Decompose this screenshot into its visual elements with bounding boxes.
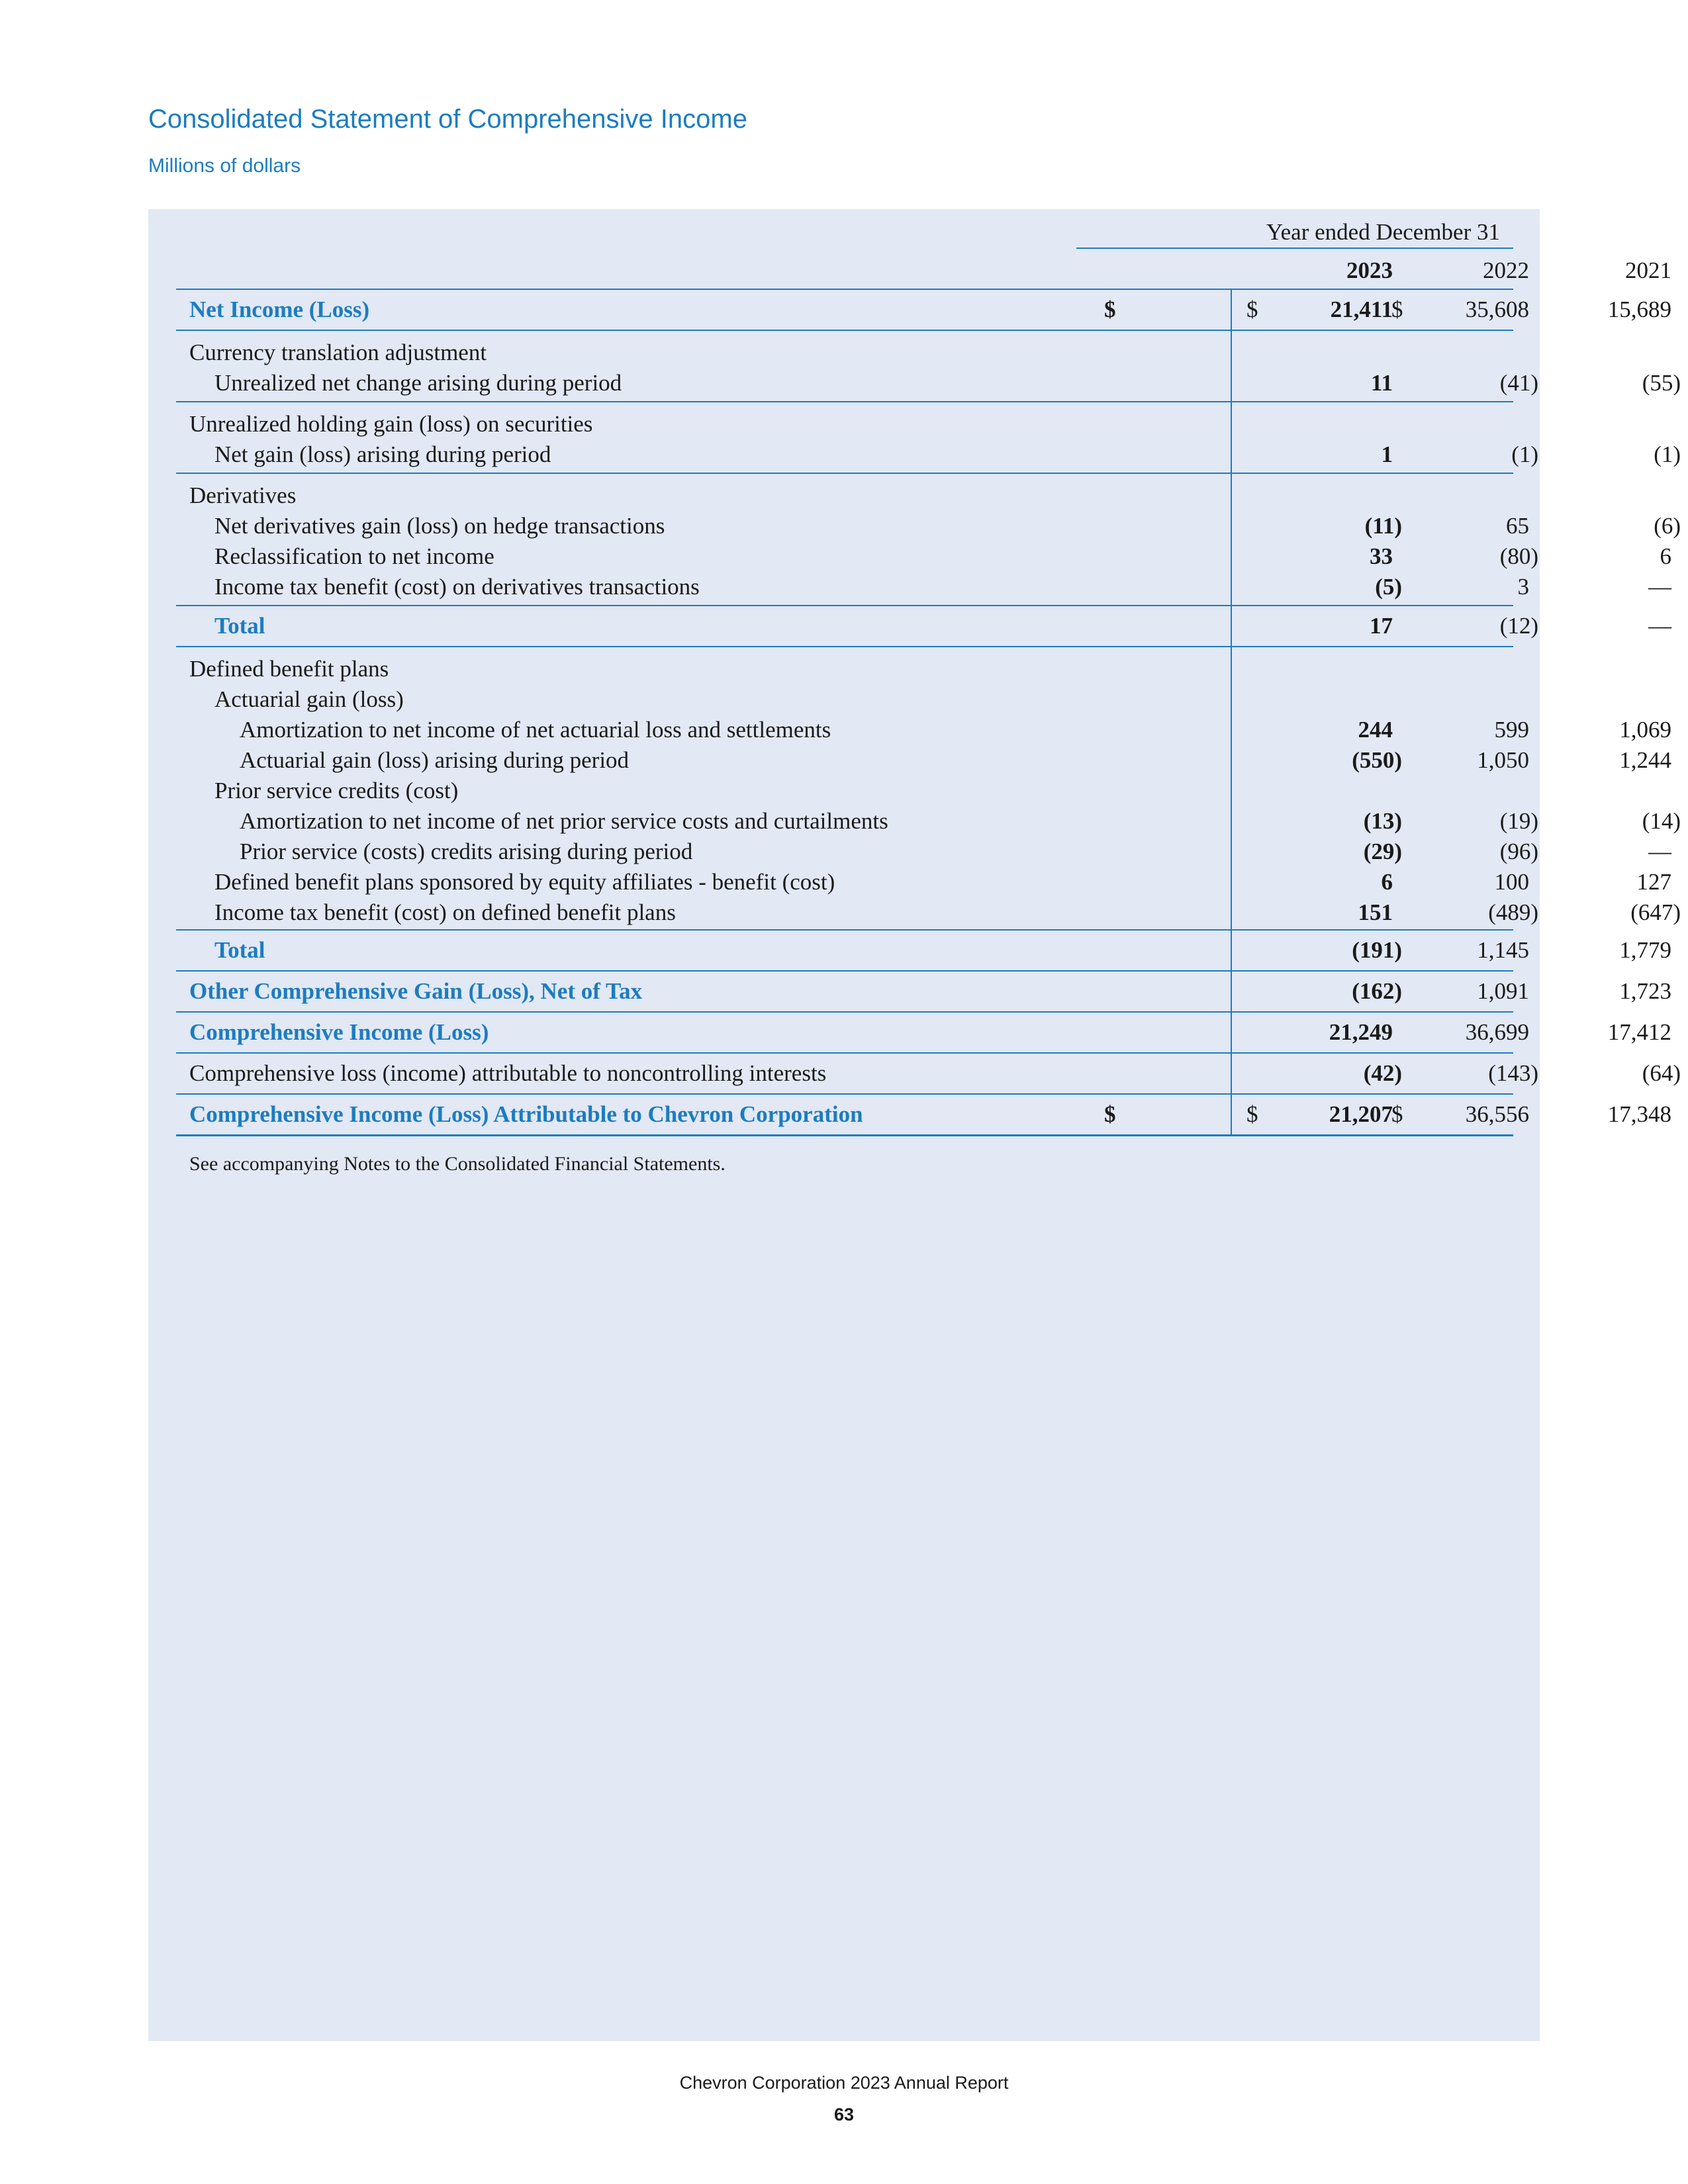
value-2022: (96) — [1499, 839, 1538, 864]
row-label: Defined benefit plans — [189, 656, 389, 682]
row-label: Actuarial gain (loss) — [214, 686, 404, 712]
value-2021: 1,244 — [1619, 747, 1671, 773]
row-label: Defined benefit plans sponsored by equity affiliates - benefit (cost) — [214, 869, 835, 895]
currency-symbol: $ — [1104, 1101, 1116, 1127]
currency-symbol: $ — [1246, 296, 1258, 322]
value-2022: 599 — [1494, 717, 1529, 743]
year-2021: 2021 — [1625, 257, 1671, 283]
value-2022: (1) — [1511, 441, 1538, 467]
row-label: Income tax benefit (cost) on defined benefit plans — [214, 899, 676, 925]
row-label: Comprehensive loss (income) attributable to noncontrolling interests — [189, 1060, 827, 1086]
value-2023: (5) — [1375, 574, 1402, 600]
value-2023: 244 — [1358, 717, 1393, 743]
row-label: Reclassification to net income — [214, 543, 494, 569]
table-row — [176, 1011, 1671, 1052]
table-row — [176, 1052, 1681, 1093]
currency-symbol: $ — [1246, 1101, 1258, 1127]
period-header: Year ended December 31 — [1076, 216, 1513, 249]
row-label: Prior service credits (cost) — [214, 778, 459, 803]
value-2022: 36,699 — [1465, 1019, 1529, 1045]
table-row — [176, 289, 1671, 330]
table-row-group — [176, 473, 1681, 602]
value-2022: (80) — [1499, 543, 1538, 569]
value-2023: 21,207 — [1329, 1101, 1393, 1127]
value-2021: (1) — [1654, 441, 1681, 467]
value-2022: 1,145 — [1477, 937, 1529, 963]
value-2022: (19) — [1499, 808, 1538, 834]
value-2021: 1,069 — [1619, 717, 1671, 743]
value-2021: — — [1648, 574, 1671, 600]
row-label: Unrealized holding gain (loss) on securities — [189, 411, 593, 437]
value-2021: (64) — [1642, 1060, 1681, 1086]
value-2023: (191) — [1352, 937, 1402, 963]
value-2023: (42) — [1363, 1060, 1402, 1086]
value-2022: 65 — [1506, 513, 1529, 539]
value-2023: 11 — [1370, 370, 1393, 396]
page-subtitle: Millions of dollars — [148, 155, 301, 177]
table-row-total — [176, 605, 1671, 646]
value-2021: 17,348 — [1607, 1101, 1671, 1127]
value-2023: (13) — [1363, 808, 1402, 834]
value-2023: (11) — [1364, 513, 1402, 539]
row-label: Total — [214, 937, 265, 963]
value-2021: (6) — [1654, 513, 1681, 539]
value-2021: 6 — [1660, 543, 1671, 569]
row-label: Amortization to net income of net actuarial loss and settlements — [240, 717, 831, 743]
page-number: 63 — [833, 2105, 855, 2124]
value-2021: 17,412 — [1607, 1019, 1671, 1045]
footnote: See accompanying Notes to the Consolidated Financial Statements. — [189, 1153, 726, 1175]
value-2023: 33 — [1370, 543, 1393, 569]
row-label: Prior service (costs) credits arising during period — [240, 839, 693, 864]
value-2021: 15,689 — [1607, 296, 1671, 322]
value-2022: 1,050 — [1477, 747, 1529, 773]
value-2021: 127 — [1636, 869, 1671, 895]
row-label: Net derivatives gain (loss) on hedge transactions — [214, 513, 665, 539]
row-label: Comprehensive Income (Loss) Attributable to Chevron Corporation — [189, 1101, 863, 1127]
table-row-group — [176, 401, 1681, 470]
row-label: Amortization to net income of net prior service costs and curtailments — [240, 808, 888, 834]
table-row-total — [176, 929, 1671, 970]
row-label: Derivatives — [189, 482, 297, 508]
table-row — [176, 970, 1671, 1011]
footer-report-name: Chevron Corporation 2023 Annual Report — [679, 2073, 1009, 2093]
table-row-group — [176, 646, 1681, 928]
value-2021: — — [1648, 839, 1671, 864]
value-2021: — — [1648, 613, 1671, 639]
value-2022: 100 — [1494, 869, 1529, 895]
row-label: Net Income (Loss) — [189, 296, 370, 322]
value-2021: (14) — [1642, 808, 1681, 834]
currency-symbol: $ — [1104, 296, 1116, 322]
value-2023: 151 — [1358, 899, 1393, 925]
page-title: Consolidated Statement of Comprehensive Income — [148, 105, 747, 134]
value-2022: (41) — [1499, 370, 1538, 396]
value-2021: (647) — [1630, 899, 1681, 925]
value-2021: 1,723 — [1619, 978, 1671, 1004]
row-label: Unrealized net change arising during period — [214, 370, 622, 396]
value-2023: (550) — [1352, 747, 1402, 773]
value-2023: (29) — [1363, 839, 1402, 864]
value-2022: (489) — [1488, 899, 1538, 925]
year-header-row — [176, 255, 1671, 286]
value-2023: 6 — [1381, 869, 1393, 895]
value-2022: (143) — [1488, 1060, 1538, 1086]
currency-symbol: $ — [1391, 1101, 1403, 1127]
row-label: Net gain (loss) arising during period — [214, 441, 551, 467]
row-label: Currency translation adjustment — [189, 340, 487, 365]
value-2023: 21,411 — [1330, 296, 1393, 322]
value-2022: 3 — [1517, 574, 1529, 600]
row-label: Income tax benefit (cost) on derivatives transactions — [214, 574, 700, 600]
value-2023: (162) — [1352, 978, 1402, 1004]
row-label: Other Comprehensive Gain (Loss), Net of Tax — [189, 978, 643, 1004]
value-2022: (12) — [1499, 613, 1538, 639]
row-label: Total — [214, 613, 265, 639]
value-2022: 1,091 — [1477, 978, 1529, 1004]
row-label: Actuarial gain (loss) arising during period — [240, 747, 630, 773]
value-2022: 35,608 — [1465, 296, 1529, 322]
value-2021: (55) — [1642, 370, 1681, 396]
value-2023: 17 — [1370, 613, 1393, 639]
currency-symbol: $ — [1391, 296, 1403, 322]
year-2022: 2022 — [1483, 257, 1529, 283]
value-2023: 1 — [1381, 441, 1393, 467]
value-2023: 21,249 — [1329, 1019, 1393, 1045]
value-2022: 36,556 — [1465, 1101, 1529, 1127]
table-row — [176, 1093, 1671, 1136]
year-2023: 2023 — [1346, 257, 1393, 283]
row-label: Comprehensive Income (Loss) — [189, 1019, 489, 1045]
value-2021: 1,779 — [1619, 937, 1671, 963]
table-row-group — [176, 330, 1681, 398]
